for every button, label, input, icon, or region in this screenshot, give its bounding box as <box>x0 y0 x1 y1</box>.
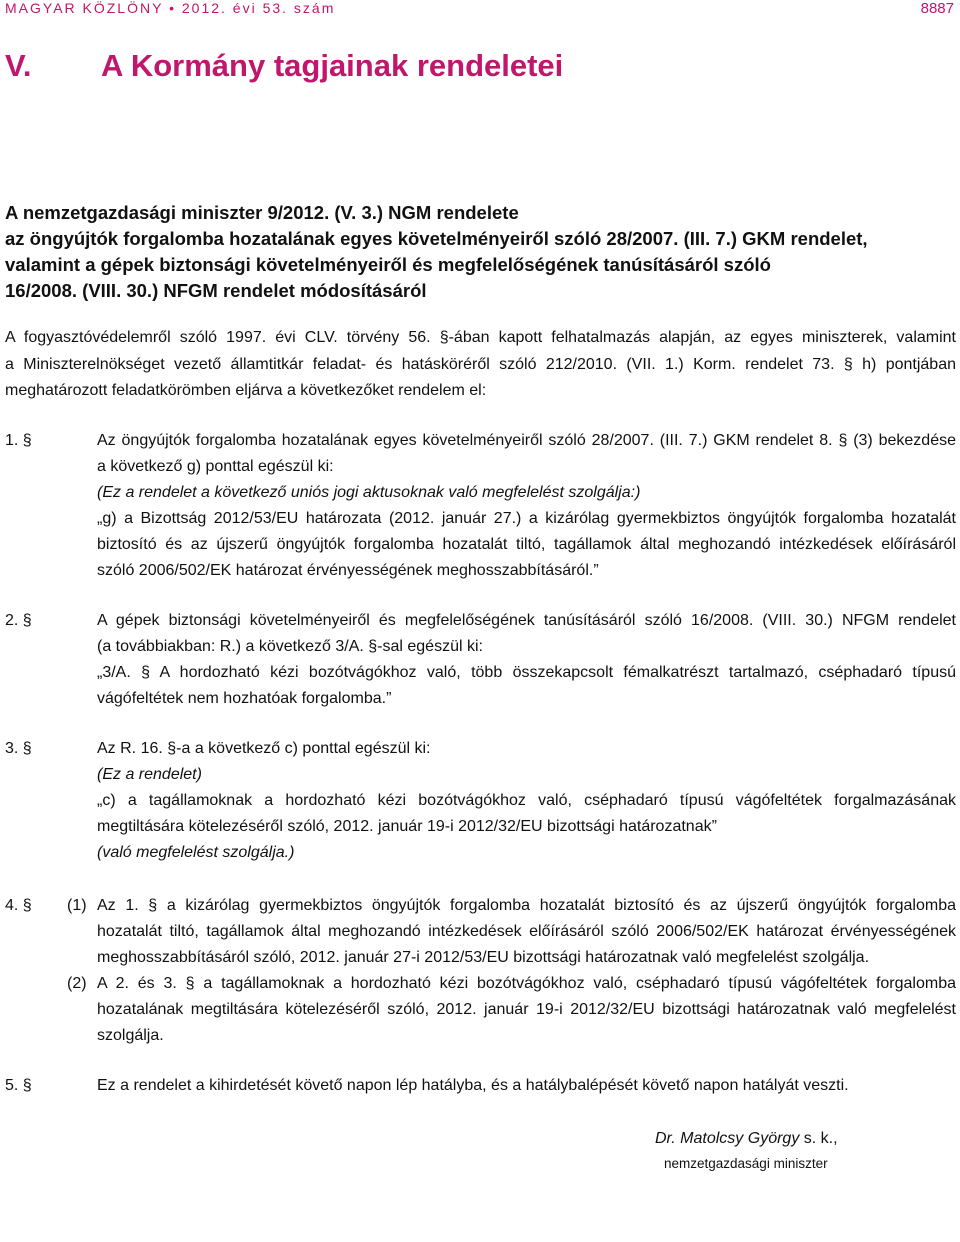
section-line: szolgálja. <box>97 1027 164 1044</box>
section-line: A 2. és 3. § a tagállamoknak a hordozható kézi bozótvágókhoz való, cséphadaró típusú vágófeltétek forgalomba <box>97 975 956 992</box>
section-line: Ez a rendelet a kihirdetését követő napon lép hatályba, és a hatálybalépését követő napon hatályát veszti. <box>97 1077 849 1094</box>
decree-title-line: A nemzetgazdasági miniszter 9/2012. (V. 3.) NGM rendelete <box>5 202 519 223</box>
chapter-title: A Kormány tagjainak rendeletei <box>101 48 564 83</box>
section-line: vágófeltétek nem hozhatóak forgalomba.” <box>97 690 392 707</box>
section-line: megtiltására kötelezéséről szóló, 2012. január 19-i 2012/32/EU bizottsági határozatnak” <box>97 818 717 835</box>
section-label: 4. § <box>5 897 32 914</box>
section-line: szóló 2006/502/EK határozat érvényességének meghosszabbításáról.” <box>97 562 599 579</box>
section-line: „3/A. § A hordozható kézi bozótvágókhoz való, több összekapcsolt fémalkatrészt tartalmazó, cséphadaró típusú <box>97 664 956 681</box>
section-line: (a továbbiakban: R.) a következő 3/A. §-sal egészül ki: <box>97 638 483 655</box>
section-line: Az R. 16. §-a a következő c) ponttal egészül ki: <box>97 740 431 757</box>
paragraph-label: (2) <box>67 975 87 992</box>
preamble-line: a Miniszterelnökséget vezető államtitkár feladat- és hatásköréről szóló 212/2010. (VII. 1.) Korm. rendelet 73. § h) pontjában <box>5 356 956 373</box>
chapter-heading <box>5 48 563 84</box>
section-line: biztosító és az újszerű öngyújtók forgalomba hozatalát tiltó, tagállamok által meghozandó intézkedések előírásáról <box>97 536 956 553</box>
section-label: 3. § <box>5 740 32 757</box>
section-label: 1. § <box>5 432 32 449</box>
section-line: (Ez a rendelet a következő uniós jogi aktusoknak való megfelelést szolgálja:) <box>97 484 641 501</box>
preamble-line: meghatározott feladatkörömben eljárva a következőket rendelem el: <box>5 382 487 399</box>
section-line: a következő g) ponttal egészül ki: <box>97 458 334 475</box>
section-label: 2. § <box>5 612 32 629</box>
signatory-name: Dr. Matolcsy György <box>655 1130 800 1147</box>
journal-name: MAGYAR KÖZLÖNY <box>5 0 164 16</box>
page-number: 8887 <box>920 0 954 17</box>
section-line: (Ez a rendelet) <box>97 766 202 783</box>
signature-block <box>655 1130 838 1148</box>
section-line: hozatalának megtiltására kötelezéséről szóló, 2012. január 19-i 2012/32/EU bizottsági határozatnak való megfelelést <box>97 1001 956 1018</box>
signature-suffix: s. k., <box>799 1130 838 1147</box>
preamble-line: A fogyasztóvédelemről szóló 1997. évi CLV. törvény 56. §-ában kapott felhatalmazás alapján, az egyes miniszterek, valamint <box>5 329 956 346</box>
section-line: Az öngyújtók forgalomba hozatalának egyes követelményeiről szóló 28/2007. (III. 7.) GKM rendelet 8. § (3) bekezdése <box>97 432 956 449</box>
decree-title-line: valamint a gépek biztonsági követelményeiről és megfelelőségének tanúsításáról szóló <box>5 254 771 275</box>
section-label: 5. § <box>5 1077 32 1094</box>
section-line: A gépek biztonsági követelményeiről és megfelelőségének tanúsításáról szóló 16/2008. (VIII. 30.) NFGM rendelet <box>97 612 956 629</box>
bullet-separator-icon: • <box>169 0 182 16</box>
section-line: „g) a Bizottság 2012/53/EU határozata (2012. január 27.) a kizárólag gyermekbiztos öngyújtók forgalomba hozatalát <box>97 510 956 527</box>
chapter-number: V. <box>5 48 32 83</box>
issue-label: 2012. évi 53. szám <box>181 0 336 16</box>
decree-title-line: az öngyújtók forgalomba hozatalának egyes követelményeiről szóló 28/2007. (III. 7.) GKM rendelet, <box>5 228 868 249</box>
journal-running-title <box>5 0 335 16</box>
signatory-role: nemzetgazdasági miniszter <box>664 1156 828 1171</box>
section-line: (való megfelelést szolgálja.) <box>97 844 295 861</box>
paragraph-label: (1) <box>67 897 87 914</box>
section-line: meghosszabbításáról szóló, 2012. január 27-i 2012/53/EU bizottsági határozatnak való megfelelést szolgálja. <box>97 949 870 966</box>
section-line: Az 1. § a kizárólag gyermekbiztos öngyújtók forgalomba hozatalát biztosító és az újszerű öngyújtók forgalomba <box>97 897 956 914</box>
decree-title-line: 16/2008. (VIII. 30.) NFGM rendelet módosításáról <box>5 280 427 301</box>
section-line: hozatalát tiltó, tagállamok által meghozandó intézkedések előírásáról szóló 2006/502/EK határozat érvényességének <box>97 923 956 940</box>
section-line: „c) a tagállamoknak a hordozható kézi bozótvágókhoz való, cséphadaró típusú vágófeltétek forgalmazásának <box>97 792 956 809</box>
